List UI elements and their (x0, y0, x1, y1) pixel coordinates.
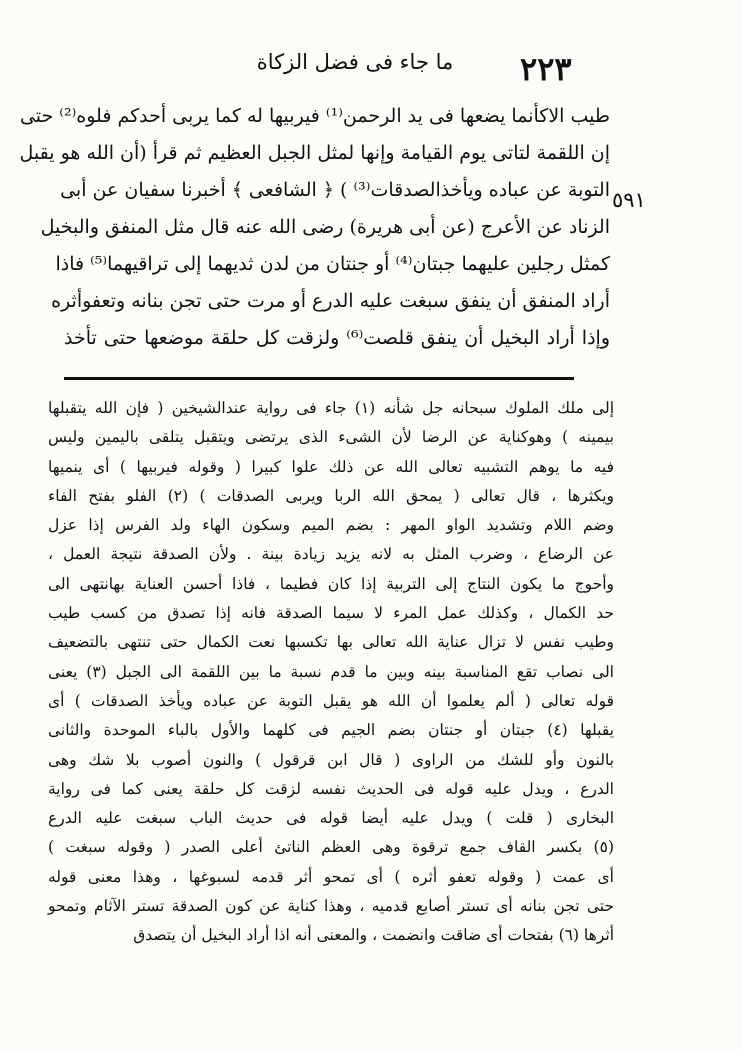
footnote-line: حد الكمال ، وكذلك عمل المرء لا سيما الصدقة فانه إذا تصدق من كسب طيب (48, 604, 614, 623)
page-number: ٢٢٣ (520, 50, 572, 88)
footnote-line: فيه ما يوهم التشبيه تعالى الله عن ذلك علوا كبيرا ( وقوله فيربيها ) أى ينميها (48, 457, 614, 476)
footnote-line: بيمينه ) وهوكناية عن الرضا لأن الشىء الذى يرتضى ويتقبل يتلقى باليمين وليس (48, 428, 614, 447)
footnote-line: أى عمت ( وقوله تعفو أثره ) أى تمحو أثر قدمه لسبوغها ، وهذا معنى قوله (48, 867, 614, 886)
footnote-line: قوله تعالى ( ألم يعلموا أن الله هو يقبل التوبة عن عباده ويأخذ الصدقات ) أى (48, 691, 614, 710)
margin-hadith-number: ٥٩١ (612, 188, 646, 212)
main-text-line: إن اللقمة لتاتى يوم القيامة وإنها لمثل الجبل العظيم ثم قرأ (أن الله هو يقبل (19, 142, 610, 164)
footnote-line: ويكثرها ، قال تعالى ( يمحق الله الربا ويربى الصدقات ) (٢) الفلو بفتح الفاء (48, 486, 614, 505)
footnote-line: إلى ملك الملوك سبحانه جل شأنه (١) جاء فى رواية عندالشيخين ( فإن الله يتقبلها (48, 399, 614, 417)
footnote-line: الدرع ، ويدل عليه قوله فى الحديث نفسه لزقت كل حلقة يعنى كما فى رواية (48, 779, 614, 798)
footnote-line: وطيب نفس لا تزال عناية الله تعالى بها تكسبها نعت الكمال حتى تنتهى بالتضعيف (48, 633, 614, 652)
main-text-line: الزناد عن الأعرج (عن أبى هريرة) رضى الله عنه قال مثل المنفق والبخيل (40, 216, 610, 238)
footnote-line: الى نصاب تقع المناسبة بينه وبين ما قدم نسبة ما بين اللقمة الى الجبل (٣) يعنى (48, 662, 614, 681)
footnote-line: وضم اللام وتشديد الواو المهر : بضم الميم وسكون الهاء ولد الفرس إذا عزل (48, 516, 614, 535)
main-text-line: أراد المنفق أن ينفق سبغت عليه الدرع أو مرت حتى تجن بنانه وتعفوأثره (51, 290, 610, 312)
footnote-line: عن الرضاع ، وضرب المثل به لانه يزيد زيادة بينة . ولأن الصدقة نتيجة العمل ، (48, 545, 614, 564)
footnote-line: أثرها (٦) بفتحات أى ضاقت وانضمت ، والمعنى أنه اذا أراد البخيل أن يتصدق (133, 926, 614, 945)
footnote-line: (٥) بكسر القاف جمع ترقوة وهى العظم الناتئ أعلى الصدر ( وقوله سبغت ) (48, 838, 614, 857)
footnote-line: يقبلها (٤) جبتان أو جنتان بضم الجيم فى كلهما والأول بالباء الموحدة والثانى (48, 721, 614, 740)
running-title: ما جاء فى فضل الزكاة (256, 50, 454, 74)
footnote-line: البخارى ( قلت ) ويدل عليه أيضا قوله فى حديث الباب سبغت عليه الدرع (48, 809, 614, 828)
footnote-separator (64, 377, 574, 380)
main-text-line: كمثل رجلين عليهما جبتان⁽⁴⁾ أو جنتان من لدن ثديهما إلى تراقيهما⁽⁵⁾ فاذا (55, 253, 610, 275)
main-text-line: وإذا أراد البخيل أن ينفق قلصت⁽⁶⁾ ولزقت كل حلقة موضعها حتى تأخذ (64, 327, 610, 349)
footnotes (48, 394, 614, 951)
page-header (0, 44, 742, 88)
main-text (19, 98, 610, 357)
main-text-line: طيب الاكأنما يضعها فى يد الرحمن⁽¹⁾ فيربيها له كما يربى أحدكم فلوه⁽²⁾ حتى (19, 105, 610, 127)
footnote-line: حتى تجن بنانه أى تستر أصابع قدميه ، وهذا كناية عن كون الصدقة تستر الآثام وتمحو (48, 897, 614, 916)
main-text-line: التوبة عن عباده ويأخذالصدقات⁽³⁾ ) ﴿ الشافعى ﴾ أخبرنا سفيان عن أبى (60, 179, 610, 201)
footnote-line: وأحوج ما يكون النتاج إلى التربية إذا كان فطيما ، فاذا أحسن العناية بهانتهى الى (48, 574, 614, 593)
footnote-line: بالنون وأو للشك من الراوى ( قال ابن قرقول ) والنون أصوب بلا شك وهى (48, 750, 614, 769)
